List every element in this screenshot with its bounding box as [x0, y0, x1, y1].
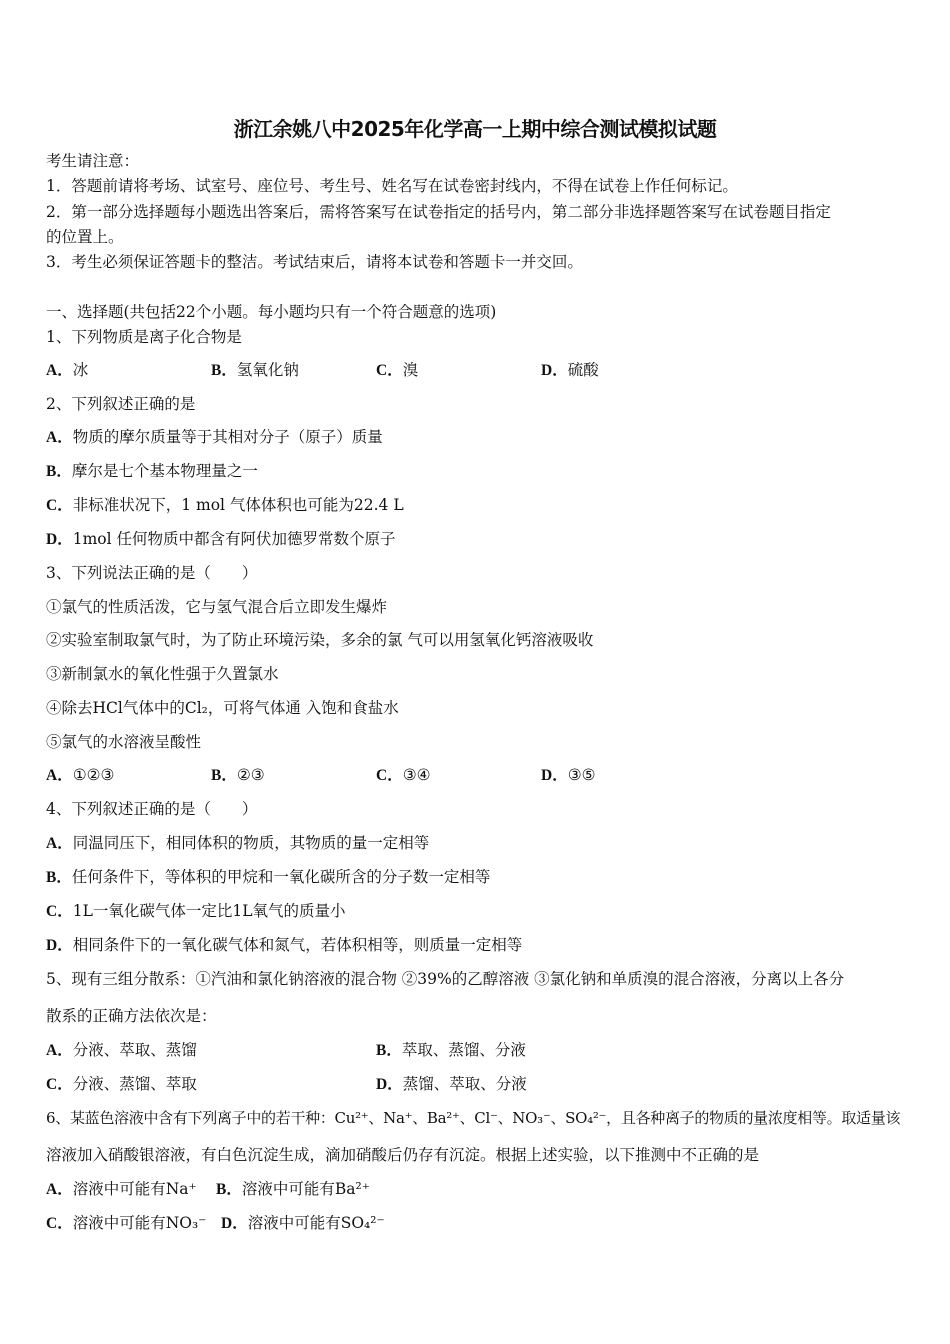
option-letter: A． — [46, 1042, 73, 1059]
notice-item: 的位置上。 — [46, 228, 124, 246]
option-c — [46, 1213, 206, 1234]
statement: ④除去HCl气体中的Cl₂，可将气体通 入饱和食盐水 — [46, 699, 399, 717]
option-letter: C． — [376, 362, 403, 379]
option-text: 蒸馏、萃取、分液 — [402, 1075, 527, 1093]
option-letter: D． — [46, 937, 73, 954]
option-c — [46, 495, 404, 516]
question-stem-continued: 溶液加入硝酸银溶液，有白色沉淀生成，滴加硝酸后仍存有沉淀。根据上述实验，以下推测中不正确的是 — [46, 1146, 760, 1164]
notice-heading: 考生请注意： — [46, 152, 140, 170]
question-stem: 3、下列说法正确的是（ ） — [46, 564, 258, 582]
question-stem: 6、某蓝色溶液中含有下列离子中的若干种：Cu²⁺、Na⁺、Ba²⁺、Cl⁻、NO₃⁻、SO₄²⁻，且各种离子的物质的量浓度相等。取适量该 — [46, 1109, 901, 1127]
option-letter: C． — [46, 1215, 73, 1232]
question-stem: 1、下列物质是离子化合物是 — [46, 328, 242, 346]
option-text: 溶液中可能有Ba²⁺ — [241, 1180, 370, 1198]
question-stem: 5、现有三组分散系：①汽油和氯化钠溶液的混合物 ②39%的乙醇溶液 ③氯化钠和单质溴的混合溶液，分离以上各分 — [46, 970, 845, 988]
option-letter: B． — [376, 1042, 402, 1059]
option-c — [46, 1074, 197, 1095]
option-b — [211, 360, 299, 381]
option-text: ③④ — [402, 766, 431, 784]
option-b — [376, 1040, 526, 1061]
option-text: 冰 — [72, 361, 89, 379]
option-text: 1L一氧化碳气体一定比1L氧气的质量小 — [72, 902, 346, 920]
statement: ⑤氯气的水溶液呈酸性 — [46, 733, 202, 751]
option-text: 萃取、蒸馏、分液 — [401, 1041, 526, 1059]
option-text: 溶液中可能有SO₄²⁻ — [247, 1214, 385, 1232]
option-letter: D． — [376, 1076, 403, 1093]
option-text: 氢氧化钠 — [236, 361, 299, 379]
statement: ③新制氯水的氧化性强于久置氯水 — [46, 665, 279, 683]
option-text: ②③ — [236, 766, 265, 784]
option-letter: B． — [211, 767, 237, 784]
option-text: 溴 — [402, 361, 419, 379]
option-letter: A． — [46, 767, 73, 784]
option-letter: B． — [46, 869, 72, 886]
option-text: ③⑤ — [567, 766, 596, 784]
option-d — [376, 1074, 527, 1095]
option-d — [541, 765, 596, 786]
statement: ①氯气的性质活泼，它与氢气混合后立即发生爆炸 — [46, 598, 388, 616]
option-text: 分液、萃取、蒸馏 — [72, 1041, 197, 1059]
option-text: 物质的摩尔质量等于其相对分子（原子）质量 — [72, 428, 383, 446]
option-letter: B． — [46, 463, 72, 480]
option-letter: C． — [376, 767, 403, 784]
option-text: 相同条件下的一氧化碳气体和氮气，若体积相等，则质量一定相等 — [72, 936, 523, 954]
option-c — [376, 765, 431, 786]
option-a — [46, 833, 429, 854]
option-text: 1mol 任何物质中都含有阿伏加德罗常数个原子 — [72, 530, 396, 548]
option-letter: A． — [46, 1181, 73, 1198]
option-text: ①②③ — [72, 766, 115, 784]
option-c — [46, 901, 346, 922]
option-text: 溶液中可能有NO₃⁻ — [72, 1214, 207, 1232]
option-letter: D． — [221, 1215, 248, 1232]
option-b — [46, 867, 490, 888]
option-b — [216, 1179, 370, 1200]
statement: ②实验室制取氯气时，为了防止环境污染，多余的氯 气可以用氢氧化钙溶液吸收 — [46, 631, 594, 649]
option-text: 同温同压下，相同体积的物质，其物质的量一定相等 — [72, 834, 430, 852]
option-text: 硫酸 — [567, 361, 599, 379]
option-a — [46, 1040, 197, 1061]
option-letter: C． — [46, 903, 73, 920]
option-a — [46, 1179, 197, 1200]
notice-item: 3．考生必须保证答题卡的整洁。考试结束后，请将本试卷和答题卡一并交回。 — [46, 253, 583, 271]
option-letter: C． — [46, 1076, 73, 1093]
option-d — [541, 360, 599, 381]
question-stem: 4、下列叙述正确的是（ ） — [46, 800, 258, 818]
option-letter: C． — [46, 497, 73, 514]
option-a — [46, 765, 114, 786]
option-text: 非标准状况下，1 mol 气体体积也可能为22.4 L — [72, 496, 404, 514]
option-text: 任何条件下，等体积的甲烷和一氧化碳所含的分子数一定相等 — [71, 868, 491, 886]
option-d — [221, 1213, 385, 1234]
option-text: 溶液中可能有Na⁺ — [72, 1180, 197, 1198]
option-text: 分液、蒸馏、萃取 — [72, 1075, 197, 1093]
notice-item: 1．答题前请将考场、试室号、座位号、考生号、姓名写在试卷密封线内，不得在试卷上作任何标记。 — [46, 177, 738, 195]
question-stem: 2、下列叙述正确的是 — [46, 395, 196, 413]
option-letter: A． — [46, 362, 73, 379]
option-d — [46, 935, 522, 956]
option-d — [46, 529, 395, 550]
question-stem-continued: 散系的正确方法依次是： — [46, 1007, 217, 1025]
option-letter: D． — [541, 362, 568, 379]
notice-item: 2．第一部分选择题每小题选出答案后，需将答案写在试卷指定的括号内，第二部分非选择题答案写在试卷题目指定 — [46, 203, 831, 221]
option-text: 摩尔是七个基本物理量之一 — [71, 462, 258, 480]
option-letter: A． — [46, 835, 73, 852]
option-letter: D． — [541, 767, 568, 784]
section-heading: 一、选择题(共包括22个小题。每小题均只有一个符合题意的选项) — [46, 303, 497, 321]
option-a — [46, 427, 383, 448]
option-letter: B． — [216, 1181, 242, 1198]
option-a — [46, 360, 88, 381]
page-title: 浙江余姚八中2025年化学高一上期中综合测试模拟试题 — [233, 117, 717, 141]
option-letter: B． — [211, 362, 237, 379]
option-letter: D． — [46, 531, 73, 548]
option-c — [376, 360, 418, 381]
option-b — [46, 461, 258, 482]
option-letter: A． — [46, 429, 73, 446]
option-b — [211, 765, 265, 786]
